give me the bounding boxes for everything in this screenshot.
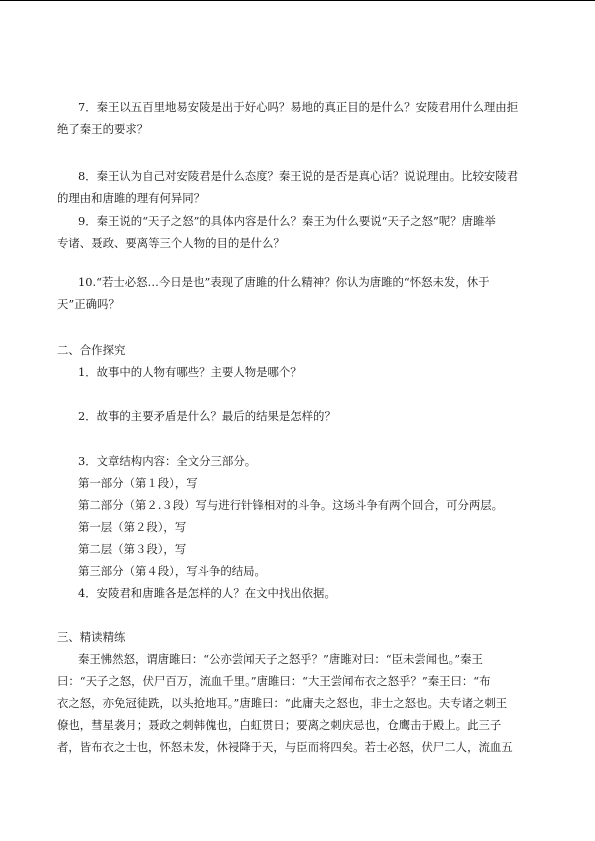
question-8-line-2: 的理由和唐雎的理有何异同？ <box>57 191 206 205</box>
section-2-question-3: 3．文章结构内容：全文分三部分。 <box>78 454 257 468</box>
passage-line-5: 者，皆布衣之士也，怀怒未发，休祲降于天，与臣而将四矣。若士必怒，伏尸二人，流血五 <box>57 740 513 754</box>
passage-line-4: 僚也，彗星袭月；聂政之刺韩傀也，白虹贯日；要离之刺庆忌也，仓鹰击于殿上。此三子 <box>57 718 502 732</box>
question-7-line-1: 7．秦王以五百里地易安陵是出于好心吗？易地的真正目的是什么？安陵君用什么理由拒 <box>78 100 519 114</box>
section-2-question-4: 4．安陵君和唐雎各是怎样的人？在文中找出依据。 <box>78 586 336 600</box>
question-9-line-1: 9．秦王说的“天子之怒”的具体内容是什么？秦王为什么要说“天子之怒”呢？唐雎举 <box>78 214 496 228</box>
passage-line-2: 曰：“天子之怒，伏尸百万，流血千里。”唐雎曰：“大王尝闻布衣之怒乎？”秦王曰：“布 <box>57 674 491 688</box>
structure-part-2: 第二部分（第２.３段）写与进行针锋相对的斗争。这场斗争有两个回合，可分两层。 <box>78 498 504 512</box>
question-9-line-2: 专诸、聂政、要离等三个人物的目的是什么？ <box>57 236 285 250</box>
structure-layer-1: 第一层（第２段），写 <box>78 520 187 534</box>
question-7-line-2: 绝了秦王的要求？ <box>57 122 149 136</box>
top-rule <box>0 0 595 1</box>
structure-part-1: 第一部分（第１段），写 <box>78 476 198 490</box>
section-3-heading: 三、精读精练 <box>57 630 126 644</box>
section-2-question-2: 2．故事的主要矛盾是什么？最后的结果是怎样的？ <box>78 409 336 423</box>
question-10-line-1: 10.“若士必怒…今日是也”表现了唐雎的什么精神？你认为唐雎的“怀怒未发，休于 <box>78 275 490 289</box>
question-10-line-2: 天”正确吗？ <box>57 297 120 311</box>
passage-line-1: 秦王怫然怒，谓唐雎曰：“公亦尝闻天子之怒乎？”唐雎对曰：“臣未尝闻也。”秦王 <box>78 652 483 666</box>
section-2-heading: 二、合作探究 <box>57 343 126 357</box>
section-2-question-1: 1．故事中的人物有哪些？主要人物是哪个？ <box>78 365 302 379</box>
passage-line-3: 衣之怒，亦免冠徒跣，以头抢地耳。”唐雎曰：“此庸夫之怒也，非士之怒也。夫专诸之刺王 <box>57 696 508 710</box>
question-8-line-1: 8．秦王认为自己对安陵君是什么态度？秦王说的是否是真心话？说说理由。比较安陵君 <box>78 169 519 183</box>
structure-part-3: 第三部分（第４段），写斗争的结局。 <box>78 564 266 578</box>
structure-layer-2: 第二层（第３段），写 <box>78 542 187 556</box>
